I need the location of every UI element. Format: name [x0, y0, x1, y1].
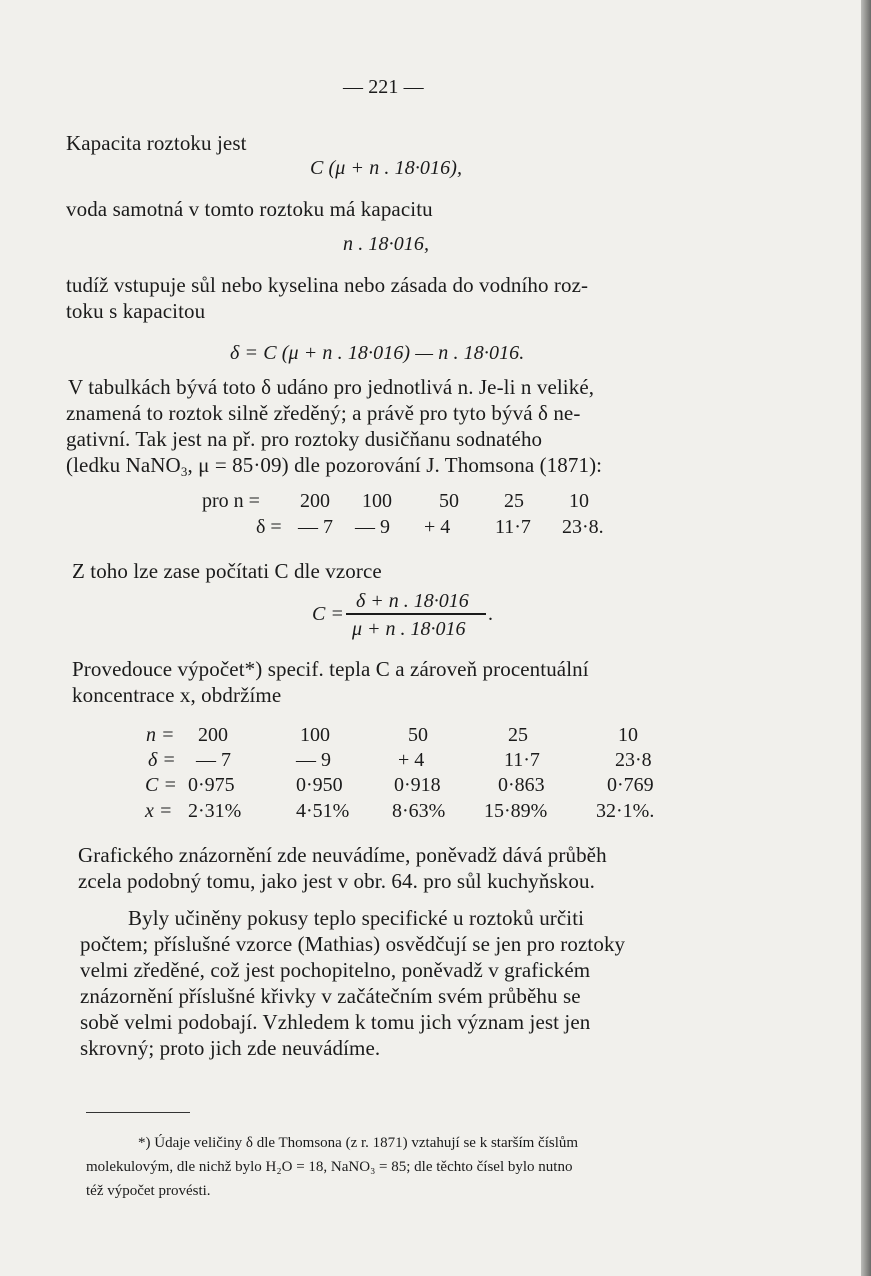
table-cell: 100	[362, 490, 392, 512]
table-cell: 10	[569, 490, 589, 512]
equation-delta: δ = C (μ + n . 18·016) — n . 18·016.	[230, 342, 525, 364]
text-line: velmi zředěné, což jest pochopitelno, poněvadž v grafickém	[80, 958, 591, 982]
formula-numerator: δ + n . 18·016	[356, 590, 469, 612]
footnote-line: molekulovým, dle nichž bylo H₂O = 18, NaNO₃ = 85; dle těchto čísel bylo nutno	[86, 1159, 573, 1175]
table-cell: — 9	[355, 516, 390, 538]
table-cell: — 9	[296, 749, 331, 771]
table-cell: 11·7	[504, 749, 540, 771]
table-label: δ =	[256, 516, 282, 538]
text-line: (ledku NaNO$_3$, μ = 85·09) dle pozorování J. Thomsona (1871):	[66, 453, 603, 479]
table-label: C =	[145, 774, 177, 796]
table-label: x =	[145, 800, 173, 822]
table-cell: 15·89%	[484, 800, 548, 822]
table-cell: 11·7	[495, 516, 531, 538]
equation-capacity: C (μ + n . 18·016),	[310, 157, 463, 179]
fraction-bar	[346, 613, 486, 615]
table-cell: — 7	[298, 516, 333, 538]
table-cell: 0·918	[394, 774, 441, 796]
text-line: V tabulkách bývá toto δ udáno pro jednotlivá n. Je-li n veliké,	[68, 375, 595, 399]
table-cell: — 7	[196, 749, 231, 771]
footnote-line: *) Údaje veličiny δ dle Thomsona (z r. 1871) vztahují se k starším číslům	[138, 1135, 579, 1151]
table-cell: 23·8.	[562, 516, 604, 538]
formula-lhs: C =	[312, 603, 344, 625]
table-label: n =	[146, 724, 175, 746]
text-line: sobě velmi podobají. Vzhledem k tomu jich význam jest jen	[80, 1010, 591, 1034]
text-line: voda samotná v tomto roztoku má kapacitu	[66, 197, 433, 221]
text-line: znázornění příslušné křivky v začátečním svém průběhu se	[80, 984, 581, 1008]
table-cell: 50	[408, 724, 428, 746]
table-cell: 32·1%.	[596, 800, 655, 822]
text-line: Kapacita roztoku jest	[66, 131, 247, 155]
page-number: — 221 —	[343, 76, 424, 98]
table-cell: 0·863	[498, 774, 545, 796]
table-cell: 25	[508, 724, 528, 746]
text-line: gativní. Tak jest na př. pro roztoky dusičňanu sodnatého	[66, 427, 543, 451]
table-cell: + 4	[424, 516, 451, 538]
table-cell: 100	[300, 724, 330, 746]
table-cell: 4·51%	[296, 800, 350, 822]
table-cell: 10	[618, 724, 638, 746]
text-line: koncentrace x, obdržíme	[72, 683, 282, 707]
text-line: počtem; příslušné vzorce (Mathias) osvědčují se jen pro roztoky	[80, 932, 626, 956]
footnote-line: též výpočet provésti.	[86, 1183, 211, 1199]
text-line: Grafického znázornění zde neuvádíme, poněvadž dává průběh	[78, 843, 607, 867]
table-label: δ =	[148, 749, 176, 771]
table-label: pro n =	[202, 490, 260, 512]
table-cell: 2·31%	[188, 800, 242, 822]
table-cell: 0·769	[607, 774, 654, 796]
page-edge-shadow	[861, 0, 871, 1276]
text-line: zcela podobný tomu, jako jest v obr. 64. pro sůl kuchyňskou.	[78, 869, 595, 893]
text-line: Provedouce výpočet*) specif. tepla C a zároveň procentuální	[72, 657, 589, 681]
table-cell: 0·975	[188, 774, 235, 796]
table-cell: 200	[300, 490, 330, 512]
table-cell: 25	[504, 490, 524, 512]
equation-water: n . 18·016,	[343, 233, 430, 255]
text-line: toku s kapacitou	[66, 299, 206, 323]
text-line: Z toho lze zase počítati C dle vzorce	[72, 559, 382, 583]
table-cell: + 4	[398, 749, 425, 771]
text-line: Byly učiněny pokusy teplo specifické u roztoků určiti	[128, 906, 585, 930]
footnote-divider	[86, 1112, 190, 1113]
table-cell: 0·950	[296, 774, 343, 796]
text-line: znamená to roztok silně zředěný; a právě pro tyto bývá δ ne-	[66, 401, 581, 425]
table-cell: 8·63%	[392, 800, 446, 822]
text-line: tudíž vstupuje sůl nebo kyselina nebo zásada do vodního roz-	[66, 273, 589, 297]
table-cell: 50	[439, 490, 459, 512]
text-line: skrovný; proto jich zde neuvádíme.	[80, 1036, 381, 1060]
formula-end: .	[488, 603, 493, 625]
table-cell: 23·8	[615, 749, 652, 771]
table-cell: 200	[198, 724, 228, 746]
formula-denominator: μ + n . 18·016	[352, 618, 466, 640]
